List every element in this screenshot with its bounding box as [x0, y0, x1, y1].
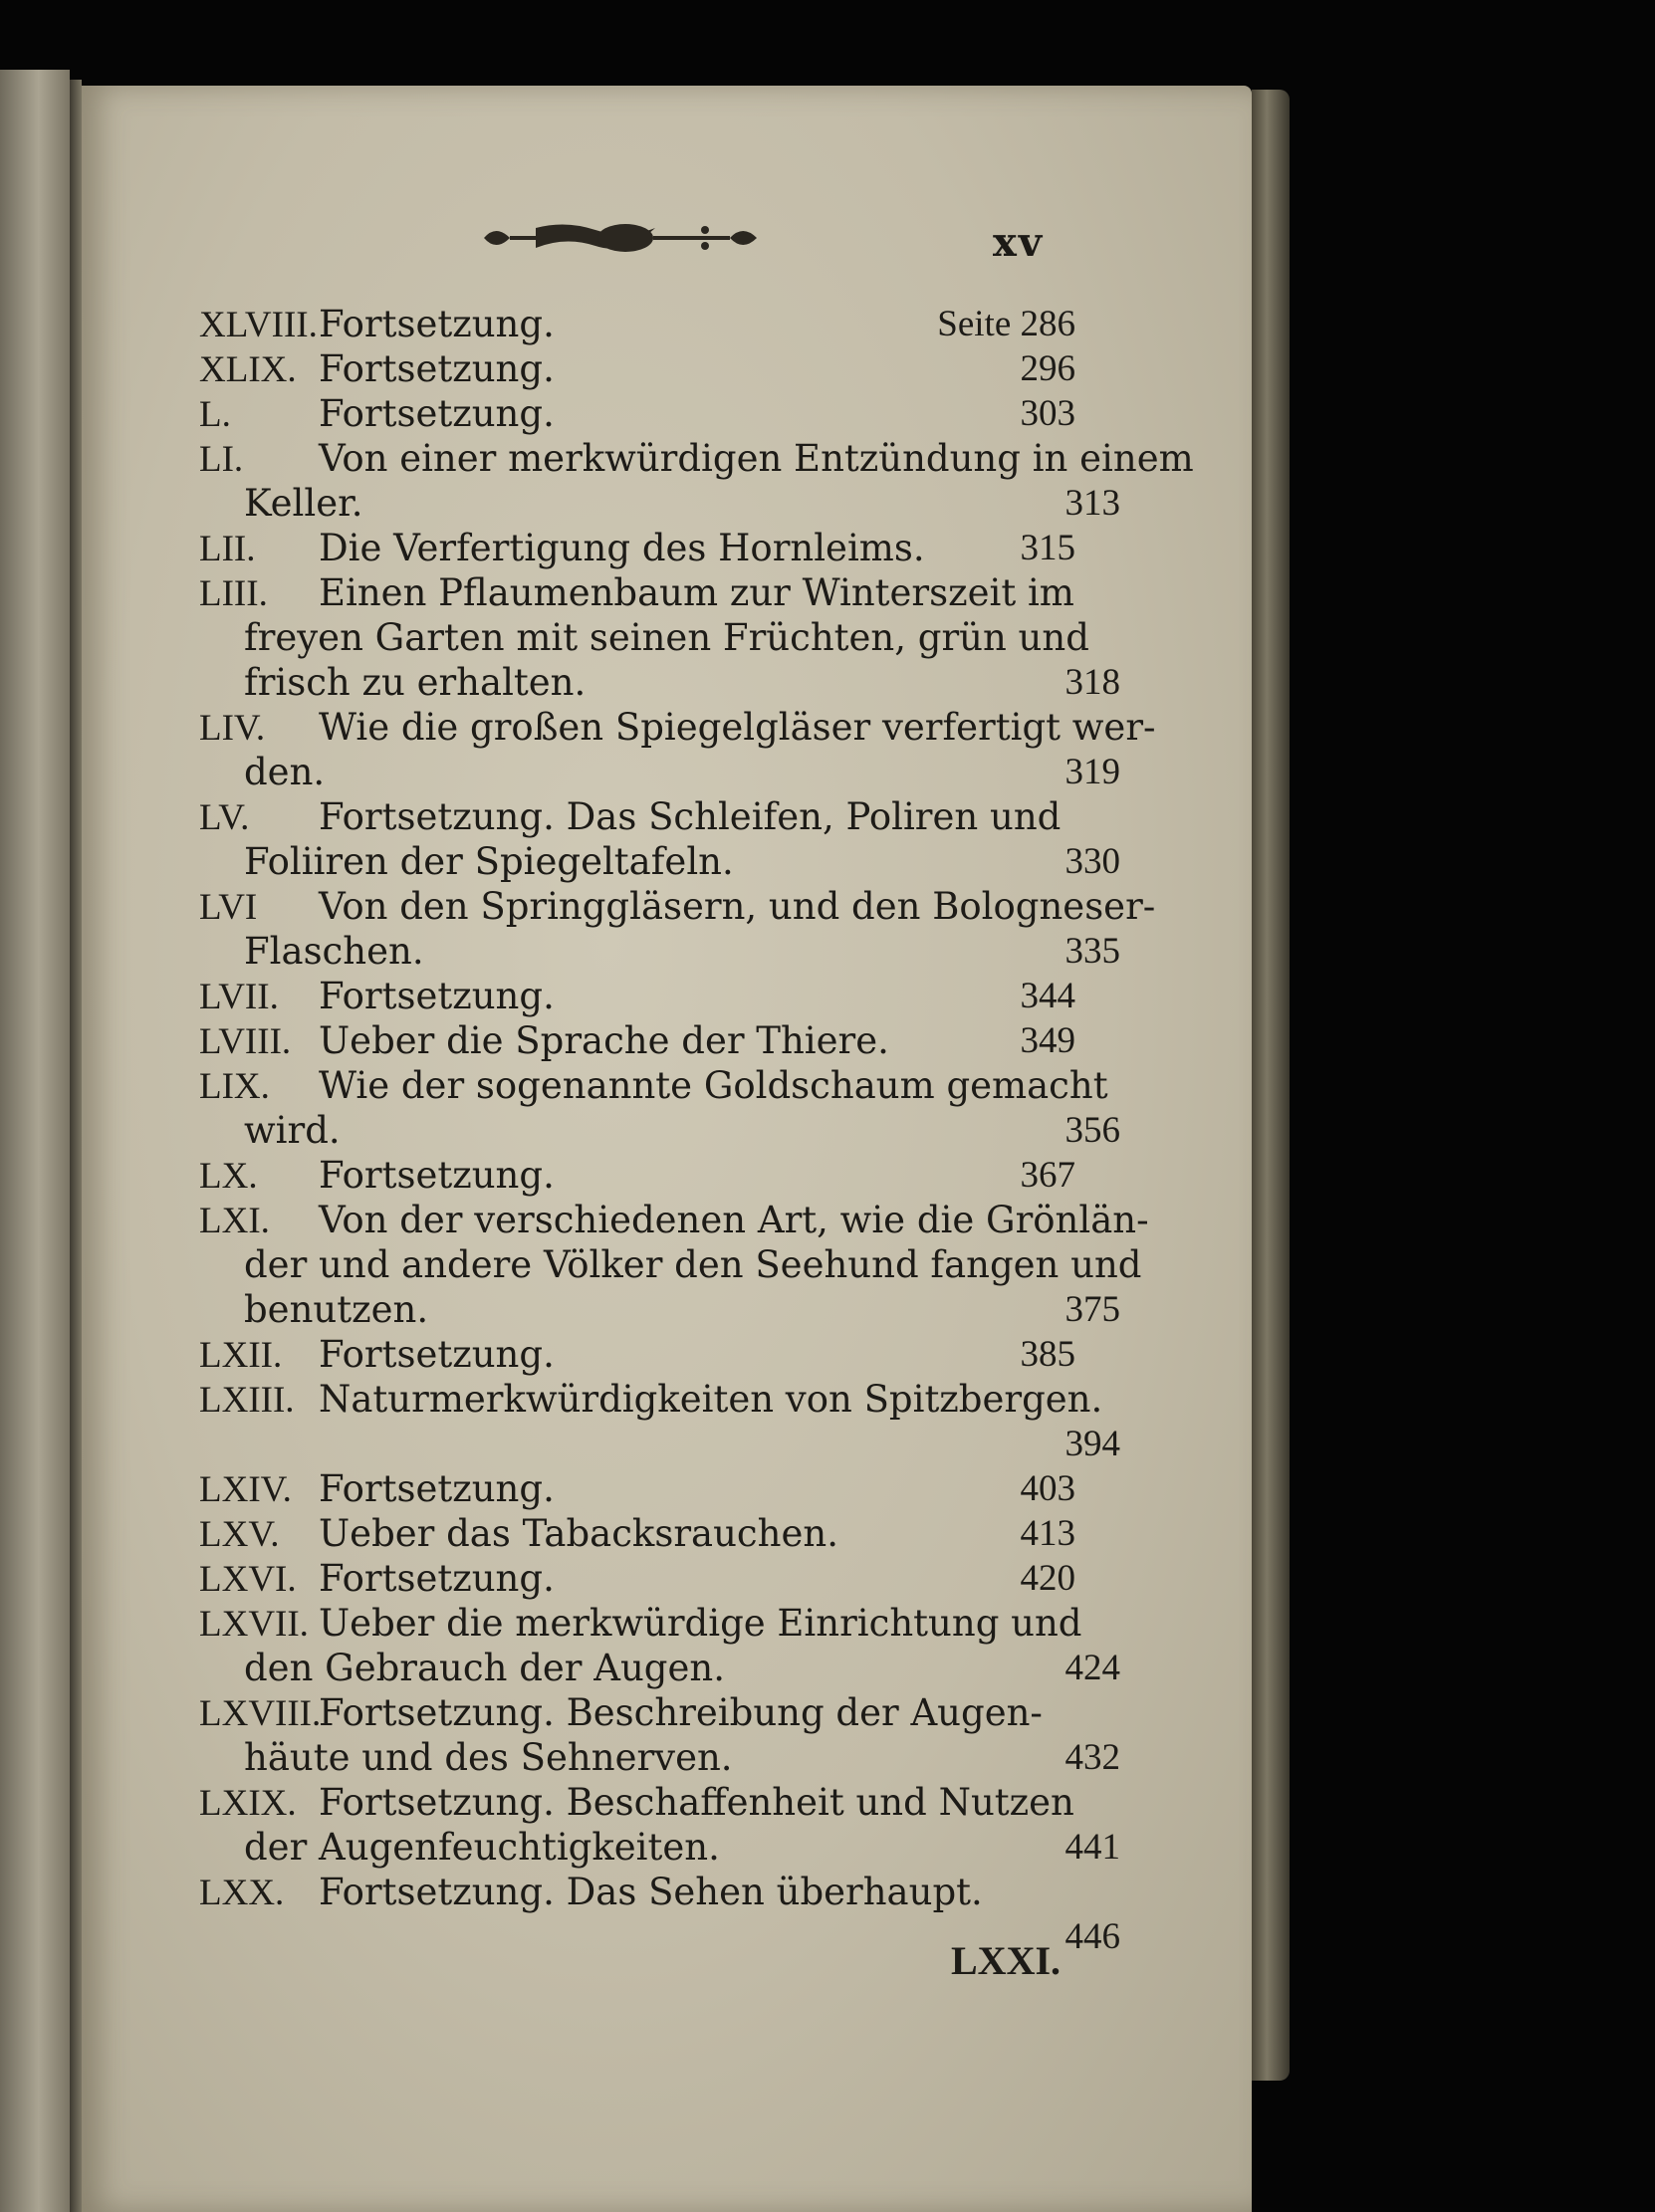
toc-line — [199, 1241, 1142, 1289]
ornament-icon — [476, 216, 765, 260]
chapter-number: LXVII. — [199, 1604, 309, 1645]
chapter-number: LVI — [199, 887, 258, 928]
chapter-title: Wie der sogenannte Goldschaum gemacht — [319, 1064, 1108, 1107]
chapter-title: Fortsetzung. — [319, 1467, 555, 1510]
chapter-title: den Gebrauch der Augen. — [244, 1647, 725, 1689]
toc-line — [199, 928, 1120, 976]
page-number: 420 — [1020, 1558, 1075, 1599]
chapter-title: frisch zu erhalten. — [244, 661, 587, 704]
toc-line — [199, 1869, 1075, 1916]
page-folio: xv — [993, 219, 1045, 266]
page-number: 296 — [1020, 348, 1075, 389]
toc-line — [199, 749, 1120, 796]
page-number: 319 — [1064, 752, 1120, 792]
page-number: 315 — [1020, 528, 1075, 568]
chapter-number: LX. — [199, 1156, 258, 1197]
chapter-title: Von der verschiedenen Art, wie die Grönlän- — [319, 1199, 1149, 1241]
toc-line — [199, 1734, 1120, 1782]
chapter-number: LVIII. — [199, 1021, 292, 1062]
chapter-title: Einen Pflaumenbaum zur Winterszeit im — [319, 571, 1074, 614]
chapter-title: Ueber die Sprache der Thiere. — [319, 1019, 889, 1062]
chapter-title: Naturmerkwürdigkeiten von Spitzbergen. — [319, 1378, 1103, 1421]
chapter-number: XLIX. — [199, 349, 297, 390]
chapter-title: Ueber die merkwürdige Einrichtung und — [319, 1602, 1082, 1645]
chapter-title: Fortsetzung. Beschaffenheit und Nutzen — [319, 1781, 1074, 1824]
facing-page-edge — [0, 70, 70, 2212]
toc-line — [199, 1107, 1120, 1155]
chapter-title: Fortsetzung. — [319, 347, 555, 390]
toc-line — [199, 614, 1120, 662]
page-number: 403 — [1020, 1468, 1075, 1509]
chapter-number: XLVIII. — [199, 305, 318, 345]
page-number: 385 — [1020, 1334, 1075, 1375]
page-number: 413 — [1020, 1513, 1075, 1554]
gutter — [70, 80, 82, 2212]
toc-line — [199, 480, 1120, 528]
toc-line — [199, 1510, 1075, 1558]
toc-line — [199, 973, 1075, 1020]
chapter-number: LV. — [199, 797, 250, 838]
chapter-title: Foliiren der Spiegeltafeln. — [244, 840, 734, 883]
chapter-title: Fortsetzung. — [319, 1154, 555, 1197]
toc-line — [199, 301, 1075, 348]
chapter-title: Fortsetzung. — [319, 303, 555, 345]
chapter-number: LXI. — [199, 1201, 270, 1241]
page-number: 356 — [1064, 1110, 1120, 1151]
toc-line — [199, 1421, 1120, 1468]
toc-line — [199, 883, 1156, 931]
toc-line — [199, 1197, 1149, 1244]
page-number: 330 — [1064, 841, 1120, 882]
chapter-number: LIII. — [199, 573, 268, 614]
chapter-title: häute und des Sehnerven. — [244, 1736, 733, 1779]
chapter-number: LIX. — [199, 1066, 270, 1107]
toc-line — [199, 435, 1194, 483]
chapter-title: Keller. — [244, 482, 363, 525]
chapter-title: den. — [244, 751, 326, 793]
book-cover-edge — [1252, 90, 1290, 2081]
chapter-title: Fortsetzung. Das Schleifen, Poliren und — [319, 795, 1062, 838]
chapter-title: Fortsetzung. Beschreibung der Augen- — [319, 1691, 1043, 1734]
toc-line — [199, 1062, 1108, 1110]
toc-line — [199, 1465, 1075, 1513]
toc-line — [199, 525, 1075, 572]
toc-line — [199, 1689, 1075, 1737]
chapter-number: LXIII. — [199, 1380, 295, 1421]
toc-line — [199, 569, 1075, 617]
chapter-title: Fortsetzung. Das Sehen überhaupt. — [319, 1871, 983, 1913]
chapter-number: LI. — [199, 439, 244, 480]
toc-line — [199, 1824, 1120, 1872]
page-number: 424 — [1064, 1648, 1120, 1688]
page-number: 335 — [1064, 931, 1120, 972]
toc-line — [199, 838, 1120, 886]
chapter-number: L. — [199, 394, 231, 435]
toc-line — [199, 345, 1075, 393]
toc-line — [199, 1331, 1075, 1379]
chapter-number: LXII. — [199, 1335, 283, 1376]
chapter-title: Fortsetzung. — [319, 392, 555, 435]
page-number: 344 — [1020, 976, 1075, 1016]
toc-line — [199, 704, 1156, 752]
chapter-title: Flaschen. — [244, 930, 424, 973]
chapter-number: LIV. — [199, 708, 266, 749]
chapter-number: LXV. — [199, 1514, 280, 1555]
chapter-title: Fortsetzung. — [319, 1557, 555, 1600]
page-number: 432 — [1064, 1737, 1120, 1778]
toc-line — [199, 793, 1075, 841]
page-number: 394 — [1064, 1424, 1120, 1464]
chapter-title: Von einer merkwürdigen Entzündung in einem — [319, 437, 1194, 480]
page-number: 375 — [1064, 1289, 1120, 1330]
page-number: 349 — [1020, 1020, 1075, 1061]
page-number: 303 — [1020, 393, 1075, 434]
toc-line — [199, 1645, 1120, 1692]
chapter-title: Wie die großen Spiegelgläser verfertigt wer- — [319, 706, 1156, 749]
toc-line — [199, 1152, 1075, 1200]
chapter-number: LXVI. — [199, 1559, 297, 1600]
toc-line — [199, 1600, 1082, 1648]
chapter-number: LXIX. — [199, 1783, 297, 1824]
chapter-number: LXIV. — [199, 1469, 292, 1510]
chapter-number: LXVIII. — [199, 1693, 322, 1734]
chapter-title: freyen Garten mit seinen Früchten, grün und — [244, 616, 1089, 659]
catchword: LXXI. — [951, 1938, 1062, 1983]
toc-line — [199, 390, 1075, 438]
chapter-title: Fortsetzung. — [319, 975, 555, 1017]
page-number: Seite 286 — [937, 304, 1075, 344]
chapter-title: der Augenfeuchtigkeiten. — [244, 1826, 720, 1869]
chapter-title: Ueber das Tabacksrauchen. — [319, 1512, 838, 1555]
chapter-number: LVII. — [199, 977, 279, 1017]
chapter-title: Fortsetzung. — [319, 1333, 555, 1376]
page-number: 367 — [1020, 1155, 1075, 1196]
page-number: 318 — [1064, 662, 1120, 703]
chapter-title: Die Verfertigung des Hornleims. — [319, 527, 925, 569]
toc-line — [199, 1555, 1075, 1603]
toc-line — [199, 659, 1120, 707]
page-number: 441 — [1064, 1827, 1120, 1868]
chapter-title: der und andere Völker den Seehund fangen und — [244, 1243, 1142, 1286]
chapter-title: benutzen. — [244, 1288, 429, 1331]
chapter-number: LII. — [199, 529, 256, 569]
page-number: 446 — [1064, 1916, 1120, 1957]
toc-line — [199, 1779, 1075, 1827]
chapter-number: LXX. — [199, 1873, 285, 1913]
toc-line — [199, 1017, 1075, 1065]
toc-line — [199, 1286, 1120, 1334]
chapter-title: Von den Springgläsern, und den Bologneser- — [319, 885, 1156, 928]
chapter-title: wird. — [244, 1109, 341, 1152]
page-number: 313 — [1064, 483, 1120, 524]
toc-line — [199, 1376, 1103, 1424]
